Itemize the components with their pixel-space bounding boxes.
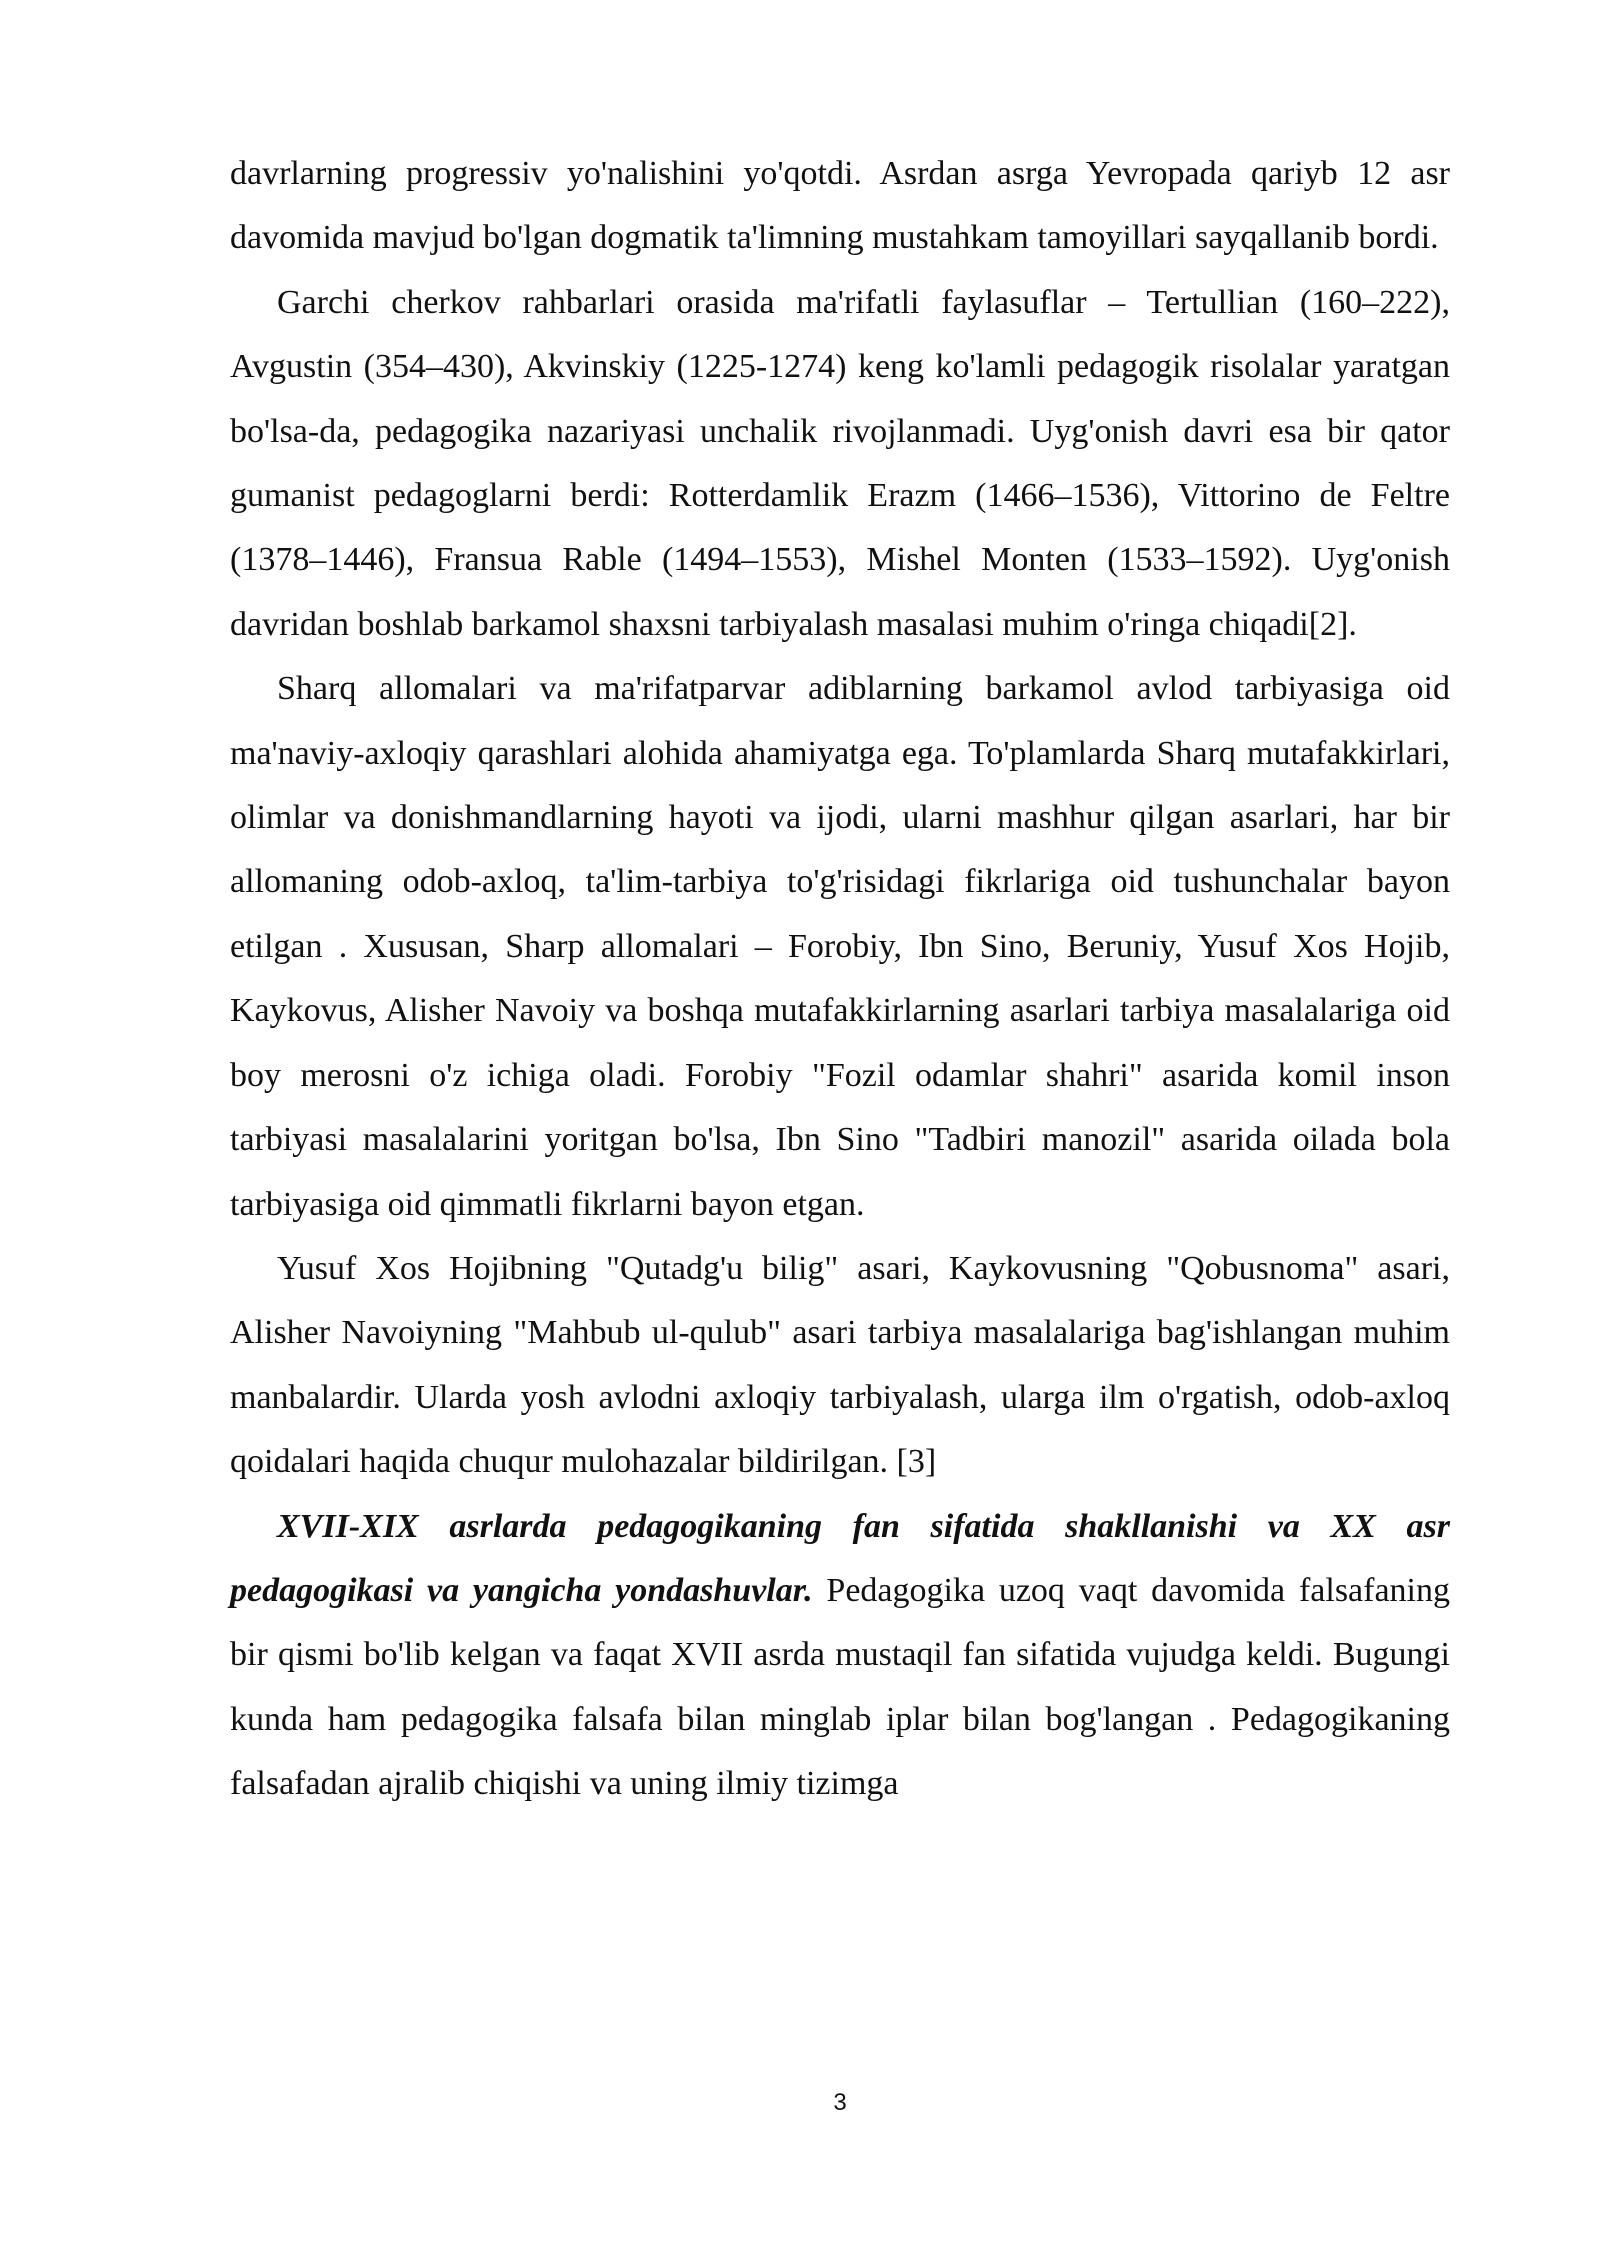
- section-text: Pedagogika uzoq vaqt davomida falsafaning bir qismi bo'lib kelgan va faqat XVII asrda mustaqil fan sifatida vujudga keldi. Bugungi kunda ham pedagogika falsafa bilan minglab iplar bilan bog'langan . Pedagogikaning falsafadan ajralib chiqishi va uning ilmiy tizimga: [230, 1571, 1450, 1803]
- body-text: [230, 142, 1450, 1817]
- page-number: 3: [833, 2089, 847, 2116]
- paragraph-1: davrlarning progressiv yo'nalishini yo'qotdi. Asrdan asrga Yevropada qariyb 12 asr davomida mavjud bo'lgan dogmatik ta'limning mustahkam tamoyillari sayqallanib bordi.: [230, 155, 1450, 257]
- paragraph-4: Yusuf Xos Hojibning "Qutadg'u bilig" asari, Kaykovusning "Qobusnoma" asari, Alisher Navoiyning "Mahbub ul-qulub" asari tarbiya masalalariga bag'ishlangan muhim manbalardir. Ularda yosh avlodni axloqiy tarbiyalash, ularga ilm o'rgatish, odob-axloq qoidalari haqida chuqur mulohazalar bildirilgan. [3]: [230, 1249, 1450, 1481]
- paragraph-5: [230, 1495, 1450, 1817]
- paragraph-3: Sharq allomalari va ma'rifatparvar adiblarning barkamol avlod tarbiyasiga oid ma'naviy-axloqiy qarashlari alohida ahamiyatga ega. To'plamlarda Sharq mutafakkirlari, olimlar va donishmandlarning hayoti va ijodi, ularni mashhur qilgan asarlari, har bir allomaning odob-axloq, ta'lim-tarbiya to'g'risidagi fikrlariga oid tushunchalar bayon etilgan . Xususan, Sharp allomalari – Forobiy, Ibn Sino, Beruniy, Yusuf Xos Hojib, Kaykovus, Alisher Navoiy va boshqa mutafakkirlarning asarlari tarbiya masalalariga oid boy merosni o'z ichiga oladi. Forobiy "Fozil odamlar shahri" asarida komil inson tarbiyasi masalalarini yoritgan bo'lsa, Ibn Sino "Tadbiri manozil" asarida oilada bola tarbiyasiga oid qimmatli fikrlarni bayon etgan.: [230, 670, 1450, 1223]
- section-heading: XVII-XIX asrlarda pedagogikaning fan sifatida shakllanishi va XX asr pedagogikasi va yangicha yondashuvlar.: [230, 1507, 1450, 1609]
- paragraph-2: Garchi cherkov rahbarlari orasida ma'rifatli faylasuflar – Tertullian (160–222), Avgustin (354–430), Akvinskiy (1225-1274) keng ko'lamli pedagogik risolalar yaratgan bo'lsa-da, pedagogika nazariyasi unchalik rivojlanmadi. Uyg'onish davri esa bir qator gumanist pedagoglarni berdi: Rotterdamlik Erazm (1466–1536), Vittorino de Feltre (1378–1446), Fransua Rable (1494–1553), Mishel Monten (1533–1592). Uyg'onish davridan boshlab barkamol shaxsni tarbiyalash masalasi muhim o'ringa chiqadi[2].: [230, 283, 1450, 643]
